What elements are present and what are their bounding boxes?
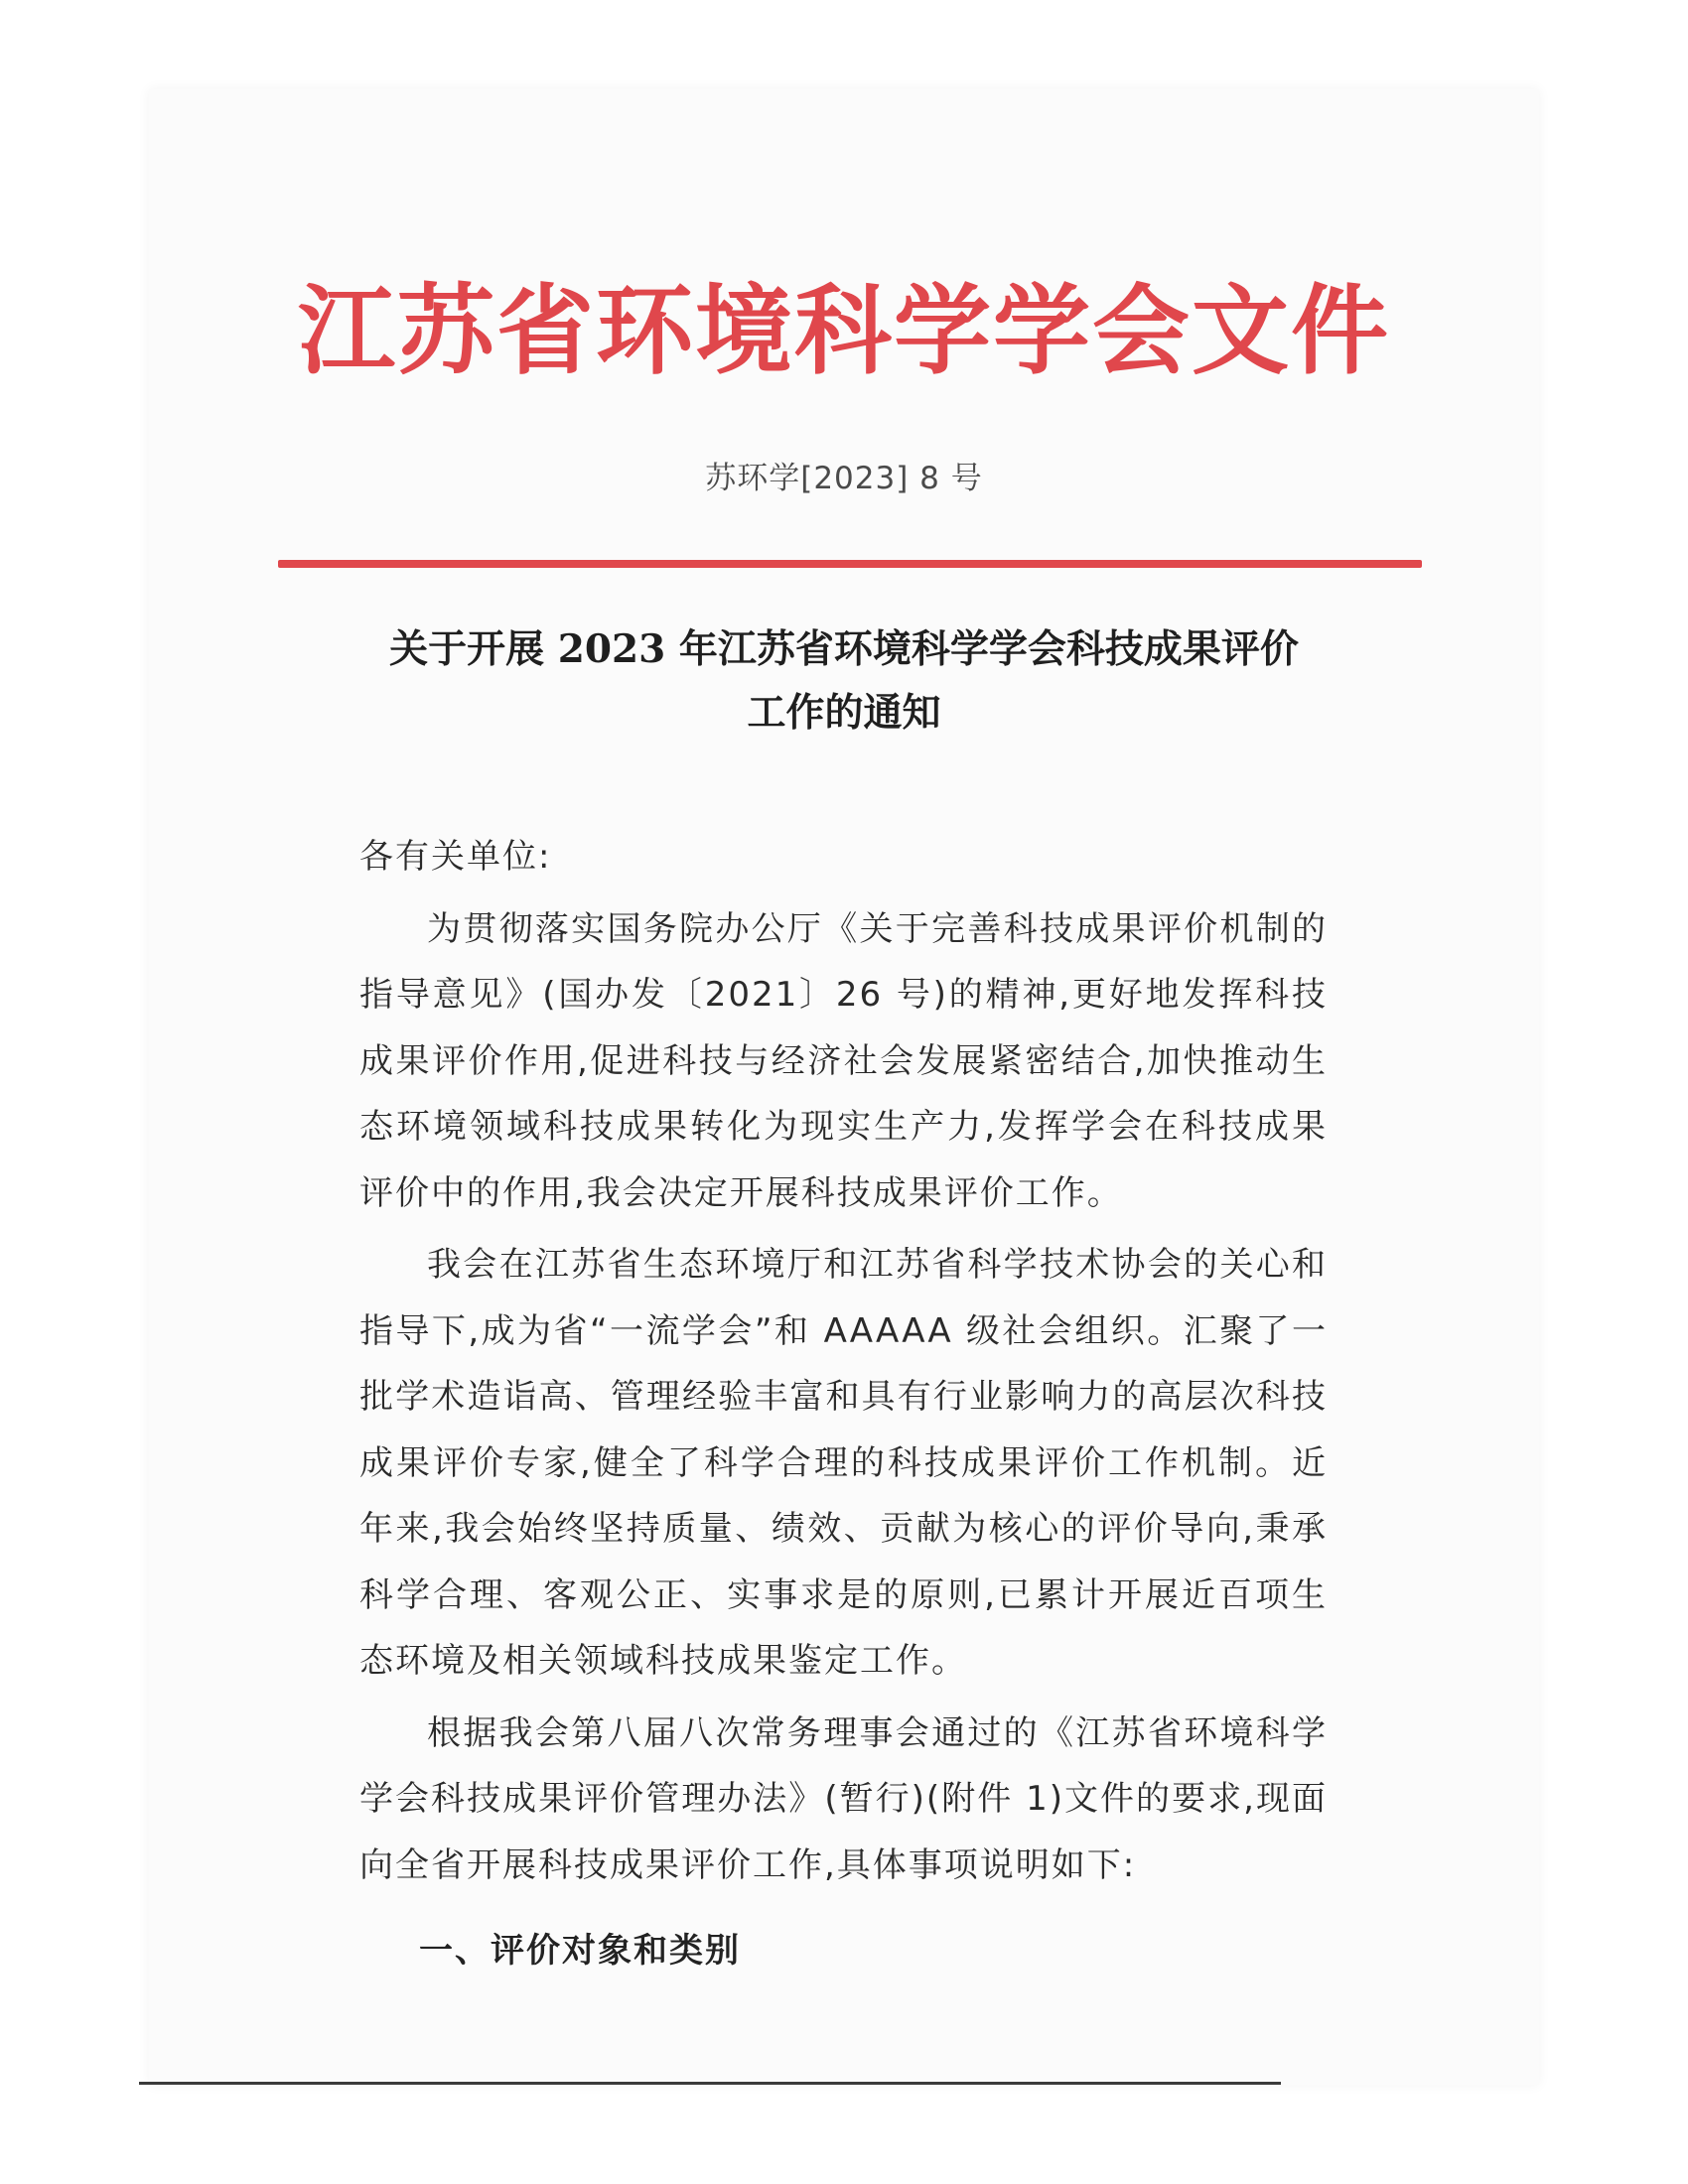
- notice-title-line-1: 关于开展 2023 年江苏省环境科学学会科技成果评价: [389, 626, 1299, 672]
- section-heading-1: 一、评价对象和类别: [419, 1931, 741, 1971]
- page-bottom-edge: [139, 2082, 1281, 2085]
- notice-title-line-2: 工作的通知: [747, 690, 941, 736]
- paragraph-2: 我会在江苏省生态环境厅和江苏省科学技术协会的关心和指导下,成为省“一流学会”和 AAAAA 级社会组织。汇聚了一批学术造诣高、管理经验丰富和具有行业影响力的高层次科技成果评价专家,健全了科学合理的科技成果评价工作机制。近年来,我会始终坚持质量、绩效、贡献为核心的评价导向,秉承科学合理、客观公正、实事求是的原则,已累计开展近百项生态环境及相关领域科技成果鉴定工作。: [359, 1245, 1328, 1681]
- red-separator-line: [278, 560, 1422, 568]
- salutation: 各有关单位:: [359, 837, 552, 877]
- notice-title: [0, 617, 1688, 745]
- paragraph-1: 为贯彻落实国务院办公厅《关于完善科技成果评价机制的指导意见》(国办发〔2021〕26 号)的精神,更好地发挥科技成果评价作用,促进科技与经济社会发展紧密结合,加快推动生态环境领域科技成果转化为现实生产力,发挥学会在科技成果评价中的作用,我会决定开展科技成果评价工作。: [359, 908, 1328, 1213]
- org-header-title: 江苏省环境科学学会文件: [297, 274, 1390, 388]
- notice-body: [359, 824, 1328, 1984]
- document-number: 苏环学[2023] 8 号: [705, 461, 983, 496]
- paragraph-3: 根据我会第八届八次常务理事会通过的《江苏省环境科学学会科技成果评价管理办法》(暂行)(附件 1)文件的要求,现面向全省开展科技成果评价工作,具体事项说明如下:: [359, 1712, 1328, 1885]
